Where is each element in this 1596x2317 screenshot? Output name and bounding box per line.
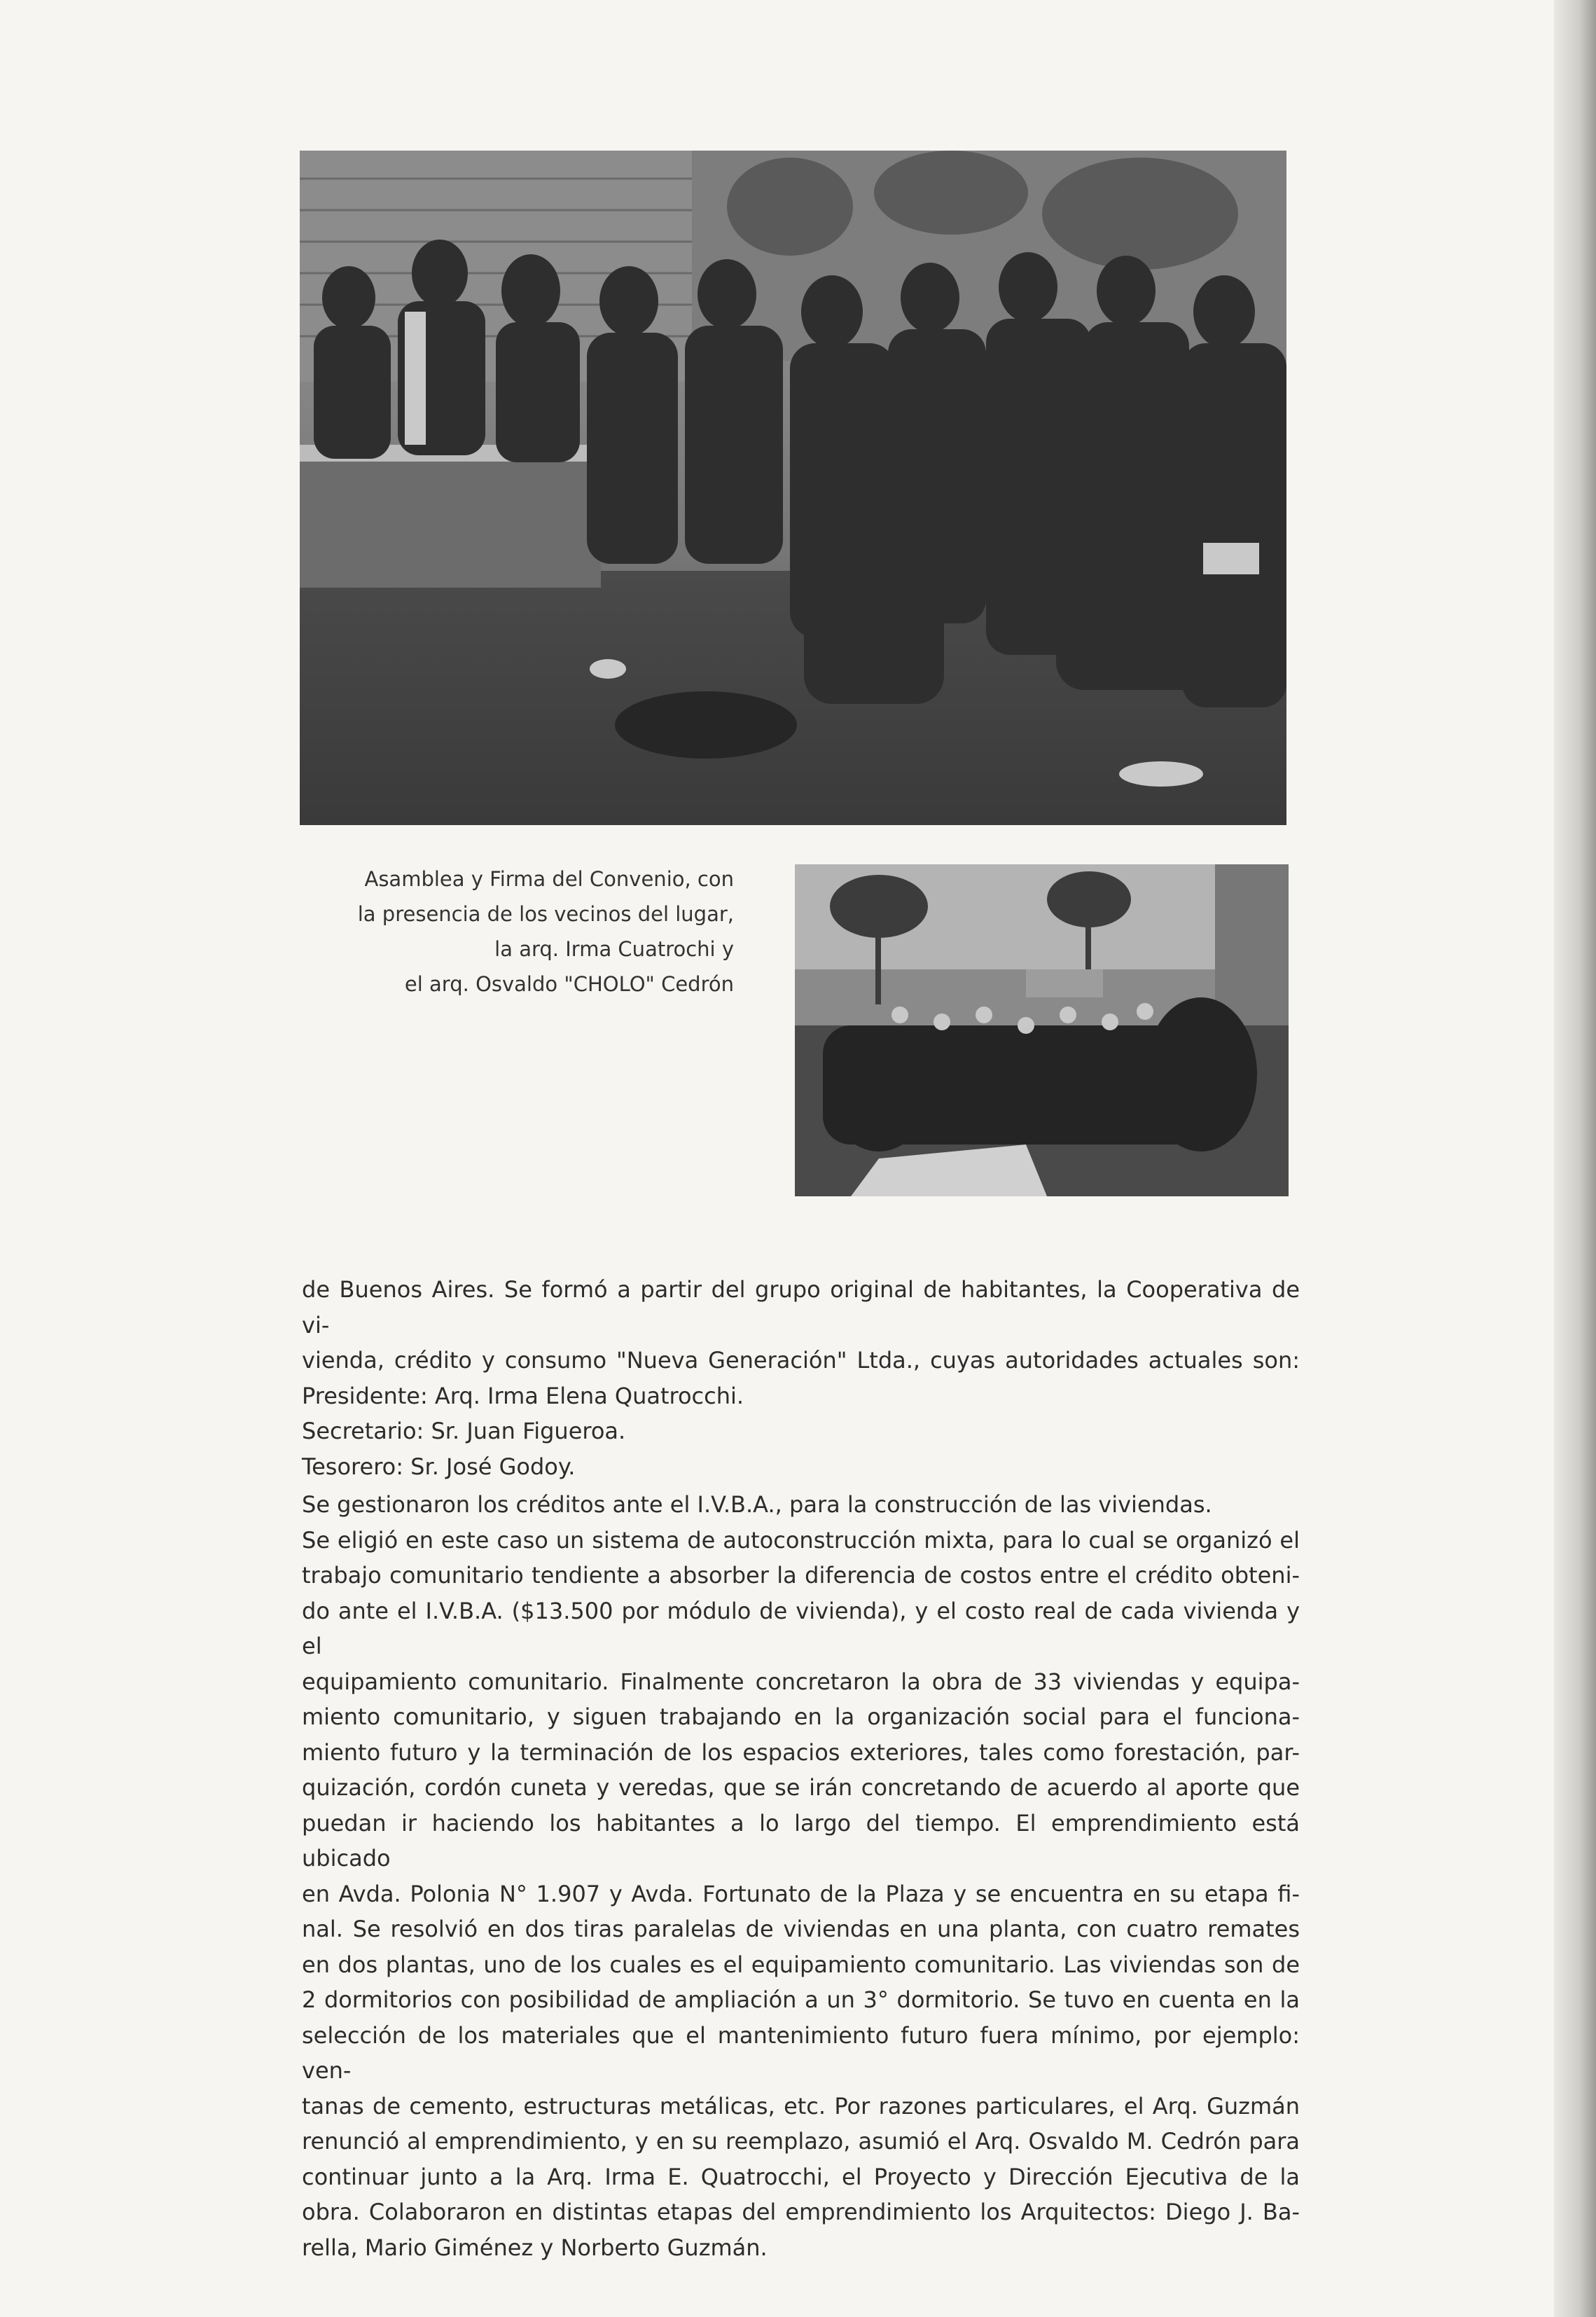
text-line: nal. Se resolvió en dos tiras paralelas de viviendas en una planta, con cuatro remates bbox=[302, 1916, 1300, 1942]
secretary-line: Secretario: Sr. Juan Figueroa. bbox=[302, 1418, 626, 1444]
text-line: Se gestionaron los créditos ante el I.V.B.A., para la construcción de las viviendas. bbox=[302, 1491, 1212, 1518]
text-line: Se eligió en este caso un sistema de autoconstrucción mixta, para lo cual se organizó el bbox=[302, 1526, 1300, 1554]
president-line: Presidente: Arq. Irma Elena Quatrocchi. bbox=[302, 1382, 744, 1409]
assembly-photo bbox=[300, 151, 1286, 825]
text-line: rella, Mario Giménez y Norberto Guzmán. bbox=[302, 2234, 768, 2261]
text-line: trabajo comunitario tendiente a absorber la diferencia de costos entre el crédito obteni- bbox=[302, 1562, 1300, 1589]
text-line: do ante el I.V.B.A. ($13.500 por módulo de vivienda), y el costo real de cada vivienda y el bbox=[302, 1597, 1300, 1659]
text-line: quización, cordón cuneta y veredas, que se irán concretando de acuerdo al aporte que bbox=[302, 1774, 1300, 1801]
book-spine-shadow bbox=[1554, 0, 1596, 2317]
text-line: en Avda. Polonia N° 1.907 y Avda. Fortunato de la Plaza y se encuentra en su etapa fi- bbox=[302, 1880, 1300, 1907]
text-line: obra. Colaboraron en distintas etapas del emprendimiento los Arquitectos: Diego J. Ba- bbox=[302, 2199, 1300, 2225]
photo-caption bbox=[301, 862, 734, 1002]
text-line: miento comunitario, y siguen trabajando en la organización social para el funciona- bbox=[302, 1703, 1300, 1730]
meeting-photo bbox=[795, 864, 1289, 1196]
text-line: vienda, crédito y consumo "Nueva Generación" Ltda., cuyas autoridades actuales son: bbox=[302, 1347, 1300, 1374]
main-paragraph bbox=[302, 1487, 1300, 2265]
caption-line: la presencia de los vecinos del lugar, bbox=[357, 902, 734, 926]
text-line: tanas de cemento, estructuras metálicas, etc. Por razones particulares, el Arq. Guzmán bbox=[302, 2092, 1300, 2119]
meeting-photo-illustration bbox=[795, 864, 1289, 1196]
text-line: miento futuro y la terminación de los espacios exteriores, tales como forestación, par- bbox=[302, 1738, 1300, 1766]
text-line: 2 dormitorios con posibilidad de ampliación a un 3° dormitorio. Se tuvo en cuenta en la bbox=[302, 1986, 1300, 2013]
text-line: continuar junto a la Arq. Irma E. Quatrocchi, el Proyecto y Dirección Ejecutiva de la bbox=[302, 2163, 1300, 2190]
text-line: renunció al emprendimiento, y en su reemplazo, asumió el Arq. Osvaldo M. Cedrón para bbox=[302, 2128, 1300, 2155]
assembly-photo-illustration bbox=[300, 151, 1286, 825]
text-line: en dos plantas, uno de los cuales es el equipamiento comunitario. Las viviendas son de bbox=[302, 1951, 1300, 1978]
treasurer-line: Tesorero: Sr. José Godoy. bbox=[302, 1453, 576, 1480]
intro-paragraph bbox=[302, 1272, 1300, 1484]
text-line: puedan ir haciendo los habitantes a lo largo del tiempo. El emprendimiento está ubicado bbox=[302, 1809, 1300, 1872]
caption-line: la arq. Irma Cuatrochi y bbox=[494, 937, 734, 961]
text-line: equipamiento comunitario. Finalmente concretaron la obra de 33 viviendas y equipa- bbox=[302, 1668, 1300, 1695]
text-line: selección de los materiales que el mantenimiento futuro fuera mínimo, por ejemplo: ven- bbox=[302, 2021, 1300, 2084]
caption-line: Asamblea y Firma del Convenio, con bbox=[364, 867, 734, 891]
caption-line: el arq. Osvaldo "CHOLO" Cedrón bbox=[404, 972, 734, 996]
text-line: de Buenos Aires. Se formó a partir del grupo original de habitantes, la Cooperativa de vi- bbox=[302, 1276, 1300, 1339]
